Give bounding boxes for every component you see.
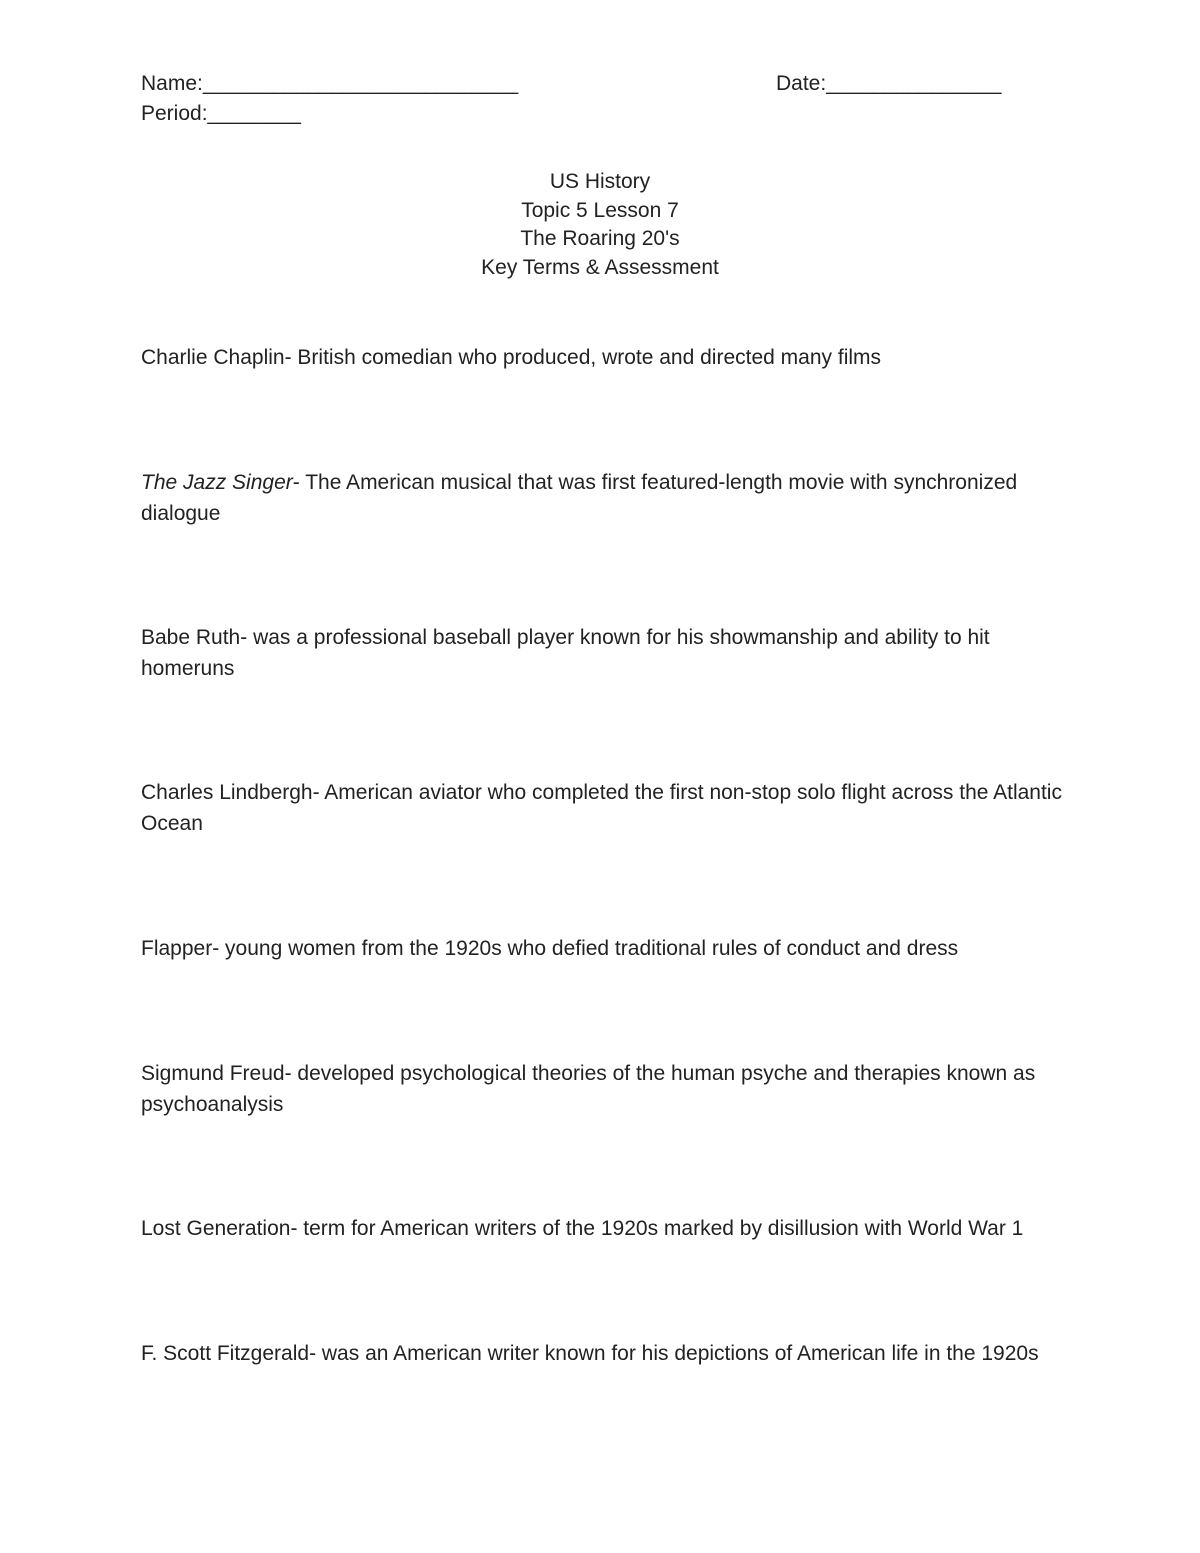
period-blank: ________ xyxy=(207,102,301,125)
term-entry xyxy=(141,1058,1071,1120)
term-name: F. Scott Fitzgerald xyxy=(141,1342,310,1365)
term-entry xyxy=(141,933,1071,964)
name-blank: ___________________________ xyxy=(202,72,519,95)
section-subtitle: Key Terms & Assessment xyxy=(481,255,719,279)
date-blank: _______________ xyxy=(826,72,1002,95)
title-block xyxy=(0,168,1200,282)
term-name: Lost Generation xyxy=(141,1217,291,1240)
period-field xyxy=(141,98,301,129)
term-definition: - The American musical that was first featured-length movie with synchronized dialogue xyxy=(141,471,1018,525)
term-definition: - term for American writers of the 1920s marked by disillusion with World War 1 xyxy=(290,1217,1024,1240)
term-entry xyxy=(141,777,1071,839)
date-label: Date: xyxy=(776,72,827,95)
topic-title: The Roaring 20's xyxy=(520,227,680,250)
term-entry xyxy=(141,467,1071,529)
term-entry xyxy=(141,1338,1071,1369)
term-name: The Jazz Singer xyxy=(141,471,293,494)
term-entry xyxy=(141,1213,1071,1244)
term-entry xyxy=(141,342,1071,373)
term-definition: - American aviator who completed the first non-stop solo flight across the Atlantic Ocean xyxy=(141,781,1062,835)
term-name: Charlie Chaplin xyxy=(141,346,285,369)
name-field xyxy=(141,68,518,99)
period-label: Period: xyxy=(141,102,208,125)
term-entry xyxy=(141,622,1071,684)
term-name: Charles Lindbergh xyxy=(141,781,313,804)
term-definition: - young women from the 1920s who defied traditional rules of conduct and dress xyxy=(212,937,959,960)
term-name: Flapper xyxy=(141,937,213,960)
term-name: Babe Ruth xyxy=(141,626,241,649)
lesson-title: Topic 5 Lesson 7 xyxy=(521,198,679,222)
name-label: Name: xyxy=(141,72,203,95)
course-title: US History xyxy=(549,170,651,193)
term-definition: - British comedian who produced, wrote and directed many films xyxy=(284,346,882,369)
term-definition: - was a professional baseball player known for his showmanship and ability to hit homeruns xyxy=(141,626,990,680)
date-field xyxy=(776,68,1001,99)
term-definition: - developed psychological theories of the human psyche and therapies known as psychoanalysis xyxy=(141,1062,1036,1116)
term-definition: - was an American writer known for his depictions of American life in the 1920s xyxy=(309,1342,1039,1365)
term-name: Sigmund Freud xyxy=(141,1062,285,1085)
